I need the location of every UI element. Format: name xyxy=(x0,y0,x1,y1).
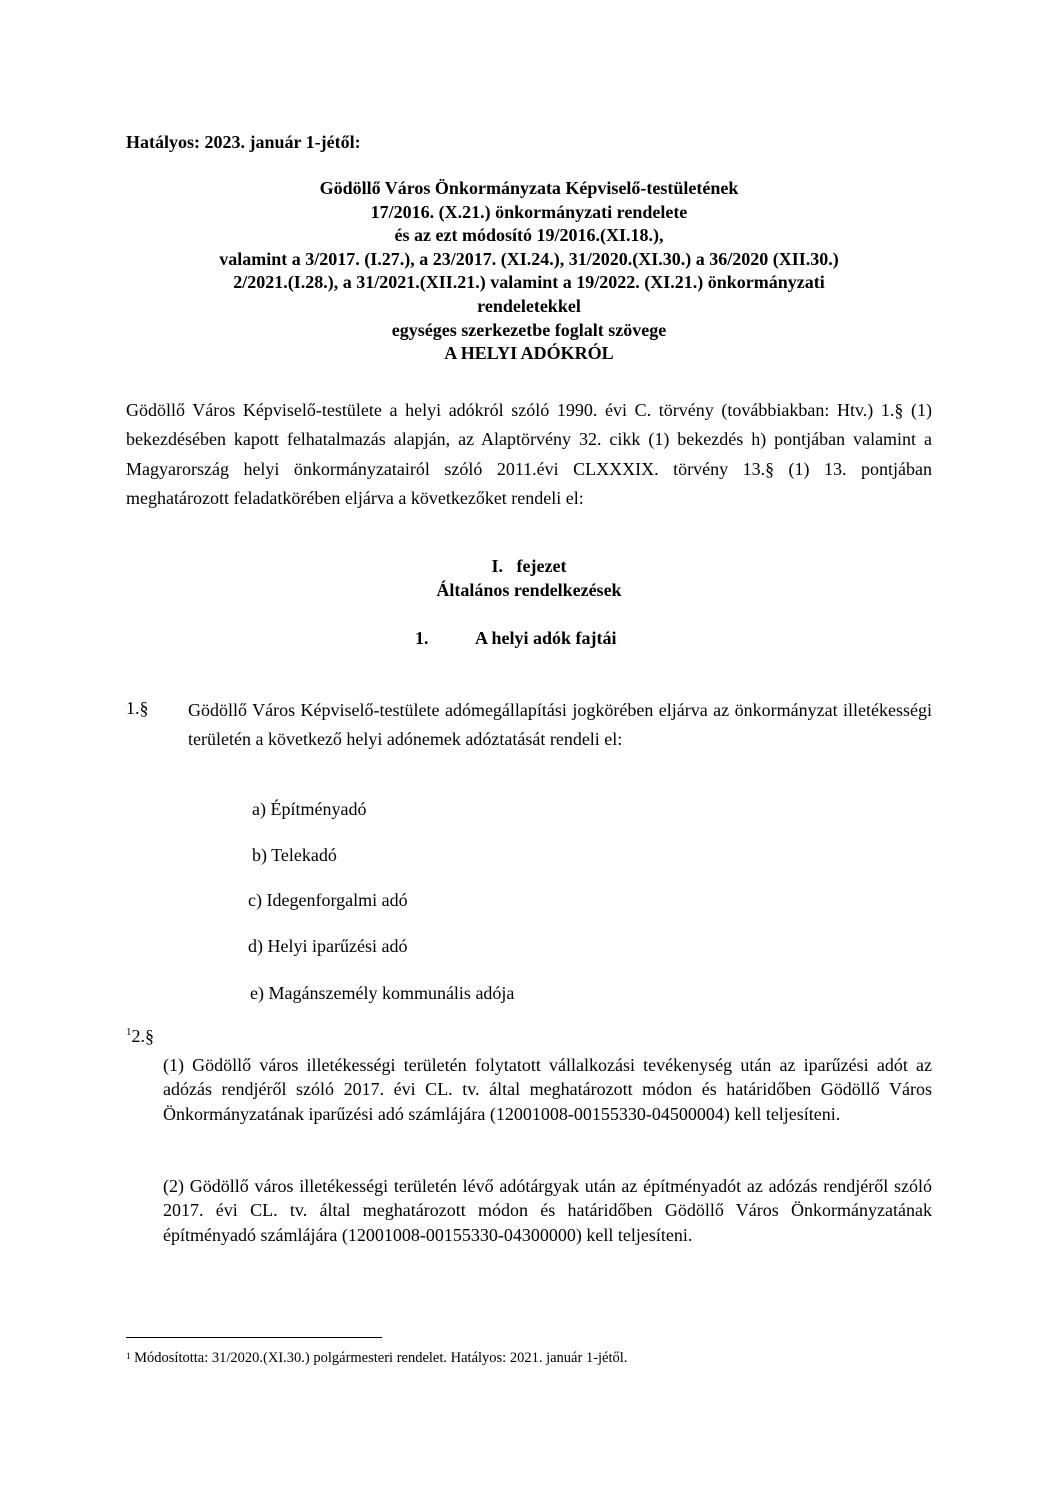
effective-date: Hatályos: 2023. január 1-jétől: xyxy=(126,132,361,152)
paragraph-number: 1.§ xyxy=(126,698,149,718)
preamble: Gödöllő Város Képviselő-testülete a helyi adókról szóló 1990. évi C. törvény (továbbiakban: Htv.) 1.§ (1) bekezdésében kapott felhatalmazás alapján, az Alaptörvény 32. cikk (1) bekezdés h) pontjában valamint a Magyarország helyi önkormányzatairól szóló 2011.évi CLXXXIX. törvény 13.§ (1) 13. pontjában meghatározott feladatkörében eljárva a következőket rendeli el: xyxy=(126,400,932,509)
paragraph-text: Gödöllő Város Képviselő-testülete adómegállapítási jogkörében eljárva az önkormányzat illetékességi területén a következő helyi adónemek adóztatását rendeli el: xyxy=(188,700,932,750)
footnote-number: 1 xyxy=(126,1351,131,1361)
footnote-divider xyxy=(126,1337,382,1338)
title-line: A HELYI ADÓKRÓL xyxy=(444,343,614,364)
section-number: 1. xyxy=(415,628,429,648)
regulation-title xyxy=(126,177,932,366)
chapter-title: Általános rendelkezések xyxy=(436,579,622,600)
subparagraph: (2) Gödöllő város illetékességi területén lévő adótárgyak után az építményadót az adózás rendjéről szóló 2017. évi CL. tv. által meghatározott módon és határidőben Gödöllő Város Önkormányzatának építményadó számlájára (12001008-00155330-04300000) kell teljesíteni. xyxy=(163,1176,932,1245)
section-title: A helyi adók fajtái xyxy=(475,628,617,648)
title-line: 17/2016. (X.21.) önkormányzati rendelete xyxy=(370,201,688,222)
chapter-number: I. fejezet xyxy=(491,556,567,576)
list-item: c) Idegenforgalmi adó xyxy=(248,890,408,910)
footnote-reference[interactable]: 1 xyxy=(126,1026,132,1038)
title-line: és az ezt módosító 19/2016.(XI.18.), xyxy=(394,225,664,246)
paragraph-number xyxy=(126,1024,154,1048)
title-line: egységes szerkezetbe foglalt szövege xyxy=(391,319,667,340)
footnote-text: Módosította: 31/2020.(XI.30.) polgármesteri rendelet. Hatályos: 2021. január 1-jétől. xyxy=(130,1350,628,1366)
list-item: d) Helyi iparűzési adó xyxy=(248,936,408,956)
title-line: Gödöllő Város Önkormányzata Képviselő-testületének xyxy=(319,178,739,198)
paragraph-number-label: 2.§ xyxy=(131,1026,154,1046)
title-line: valamint a 3/2017. (I.27.), a 23/2017. (XI.24.), 31/2020.(XI.30.) a 36/2020 (XII.30.) xyxy=(219,248,839,269)
footnote xyxy=(126,1349,627,1367)
list-item: b) Telekadó xyxy=(252,845,337,865)
title-line: rendeletekkel xyxy=(477,295,581,316)
subparagraph: (1) Gödöllő város illetékességi területén folytatott vállalkozási tevékenység után az iparűzési adót az adózás rendjéről szóló 2017. évi CL. tv. által meghatározott módon és határidőben Gödöllő Város Önkormányzatának iparűzési adó számlájára (12001008-00155330-04500004) kell teljesíteni. xyxy=(163,1055,932,1124)
list-item: a) Építményadó xyxy=(252,799,367,819)
list-item: e) Magánszemély kommunális adója xyxy=(250,983,515,1003)
chapter-heading xyxy=(126,555,932,602)
title-line: 2/2021.(I.28.), a 31/2021.(XII.21.) valamint a 19/2022. (XI.21.) önkormányzati xyxy=(233,272,825,293)
